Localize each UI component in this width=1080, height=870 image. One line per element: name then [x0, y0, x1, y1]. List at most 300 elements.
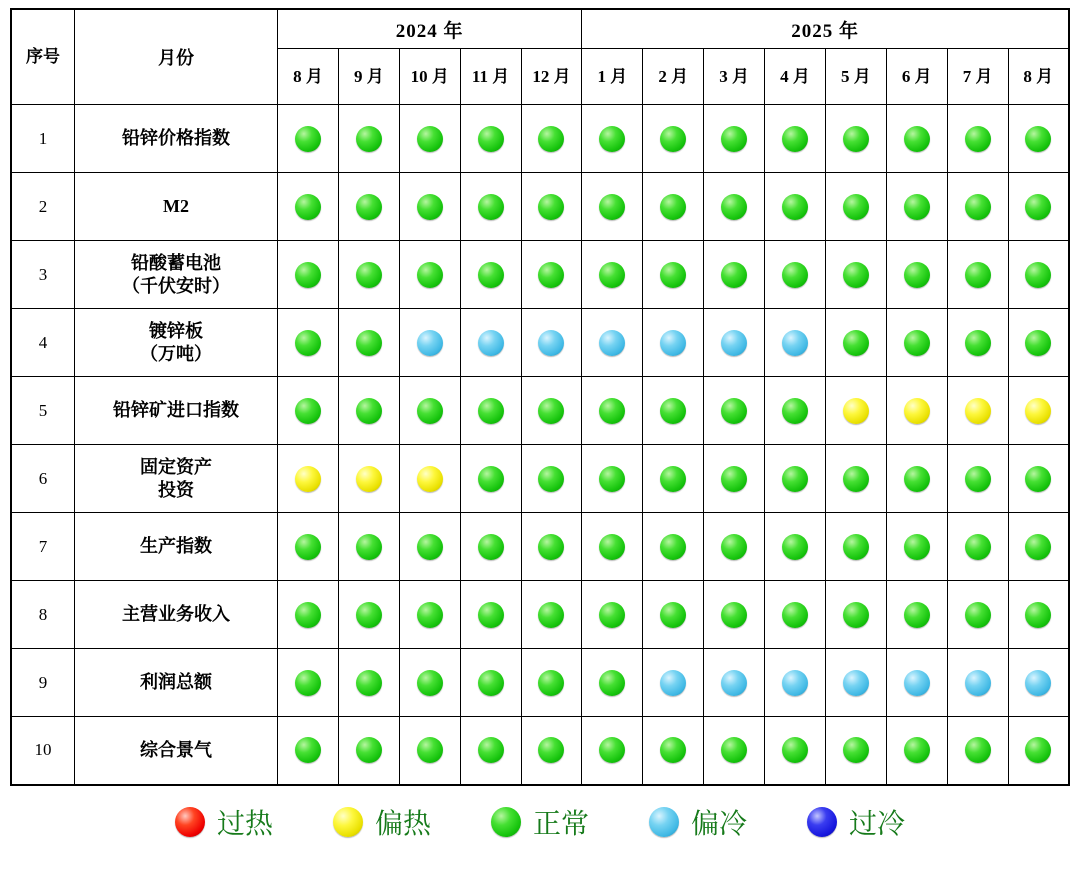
row-seq: 8: [11, 581, 75, 649]
cell-status: [643, 105, 704, 173]
table-row: [11, 649, 1069, 717]
cell-status: [704, 173, 765, 241]
prosperity-signal-table: [10, 8, 1070, 786]
table-header: [11, 9, 1069, 105]
status-dot-green-icon: [478, 534, 504, 560]
legend-item-darkblue: [807, 802, 905, 842]
status-dot-green-icon: [417, 534, 443, 560]
status-dot-green-icon: [782, 466, 808, 492]
cell-status: [460, 241, 521, 309]
status-dot-green-icon: [295, 126, 321, 152]
status-dot-green-icon: [478, 262, 504, 288]
cell-status: [825, 241, 886, 309]
row-seq: 1: [11, 105, 75, 173]
table-row: [11, 581, 1069, 649]
status-dot-green-icon: [538, 126, 564, 152]
cell-status: [460, 717, 521, 785]
legend-label: 过冷: [849, 808, 906, 840]
cell-status: [278, 105, 339, 173]
status-dot-green-icon: [295, 194, 321, 220]
cell-status: [278, 445, 339, 513]
cell-status: [704, 581, 765, 649]
cell-status: [338, 717, 399, 785]
status-dot-green-icon: [538, 262, 564, 288]
status-dot-blue-icon: [599, 330, 625, 356]
header-year-2025: 2025 年: [582, 9, 1069, 49]
cell-status: [582, 309, 643, 377]
status-dot-yellow-icon: [295, 466, 321, 492]
status-dot-green-icon: [660, 194, 686, 220]
cell-status: [1008, 173, 1069, 241]
row-indicator-name: 铅锌矿进口指数: [75, 377, 278, 445]
status-dot-green-icon: [1025, 262, 1051, 288]
status-dot-green-icon: [1025, 466, 1051, 492]
status-dot-green-icon: [478, 398, 504, 424]
status-dot-green-icon: [599, 466, 625, 492]
status-dot-green-icon: [843, 194, 869, 220]
cell-status: [825, 445, 886, 513]
cell-status: [765, 717, 826, 785]
table-row: [11, 717, 1069, 785]
row-indicator-name: 生产指数: [75, 513, 278, 581]
status-dot-yellow-icon: [965, 398, 991, 424]
cell-status: [521, 513, 582, 581]
status-dot-blue-icon: [538, 330, 564, 356]
status-dot-green-icon: [538, 670, 564, 696]
legend-dot-yellow-icon: [333, 807, 363, 837]
cell-status: [886, 309, 947, 377]
header-month-11: 6 月: [886, 49, 947, 105]
cell-status: [704, 105, 765, 173]
cell-status: [460, 581, 521, 649]
cell-status: [704, 649, 765, 717]
status-dot-green-icon: [965, 330, 991, 356]
row-seq: 7: [11, 513, 75, 581]
status-dot-blue-icon: [417, 330, 443, 356]
row-seq: 10: [11, 717, 75, 785]
cell-status: [704, 445, 765, 513]
cell-status: [886, 445, 947, 513]
status-dot-green-icon: [721, 126, 747, 152]
status-dot-green-icon: [417, 398, 443, 424]
status-dot-green-icon: [721, 194, 747, 220]
cell-status: [460, 309, 521, 377]
status-dot-green-icon: [599, 534, 625, 560]
cell-status: [582, 241, 643, 309]
status-dot-green-icon: [904, 262, 930, 288]
cell-status: [278, 581, 339, 649]
cell-status: [643, 445, 704, 513]
status-dot-green-icon: [356, 194, 382, 220]
status-dot-green-icon: [965, 126, 991, 152]
status-dot-green-icon: [295, 262, 321, 288]
status-dot-green-icon: [417, 602, 443, 628]
status-dot-blue-icon: [721, 670, 747, 696]
status-dot-green-icon: [721, 398, 747, 424]
status-dot-green-icon: [965, 602, 991, 628]
header-month-9: 4 月: [765, 49, 826, 105]
cell-status: [886, 717, 947, 785]
status-dot-green-icon: [478, 194, 504, 220]
header-month-10: 5 月: [825, 49, 886, 105]
status-dot-green-icon: [904, 602, 930, 628]
table-row: [11, 173, 1069, 241]
status-dot-green-icon: [843, 330, 869, 356]
header-month-13: 8 月: [1008, 49, 1069, 105]
status-dot-green-icon: [660, 602, 686, 628]
cell-status: [582, 445, 643, 513]
cell-status: [825, 513, 886, 581]
cell-status: [643, 377, 704, 445]
cell-status: [399, 445, 460, 513]
status-dot-green-icon: [904, 534, 930, 560]
row-indicator-name: 主营业务收入: [75, 581, 278, 649]
cell-status: [704, 377, 765, 445]
cell-status: [521, 241, 582, 309]
legend-label: 偏热: [374, 808, 431, 840]
status-dot-green-icon: [660, 534, 686, 560]
status-dot-green-icon: [599, 602, 625, 628]
status-dot-green-icon: [538, 466, 564, 492]
status-dot-green-icon: [965, 534, 991, 560]
status-dot-green-icon: [965, 262, 991, 288]
status-dot-green-icon: [599, 194, 625, 220]
cell-status: [338, 445, 399, 513]
cell-status: [278, 309, 339, 377]
cell-status: [947, 513, 1008, 581]
cell-status: [886, 241, 947, 309]
status-dot-green-icon: [478, 602, 504, 628]
header-month-8: 3 月: [704, 49, 765, 105]
cell-status: [521, 105, 582, 173]
row-seq: 3: [11, 241, 75, 309]
row-seq: 4: [11, 309, 75, 377]
row-indicator-name: M2: [75, 173, 278, 241]
cell-status: [765, 649, 826, 717]
status-dot-blue-icon: [782, 330, 808, 356]
cell-status: [1008, 513, 1069, 581]
status-dot-green-icon: [965, 737, 991, 763]
cell-status: [643, 717, 704, 785]
cell-status: [825, 581, 886, 649]
status-dot-green-icon: [478, 737, 504, 763]
status-dot-green-icon: [782, 398, 808, 424]
cell-status: [460, 513, 521, 581]
status-dot-green-icon: [843, 262, 869, 288]
status-dot-green-icon: [599, 670, 625, 696]
status-dot-green-icon: [356, 330, 382, 356]
table-row: [11, 105, 1069, 173]
cell-status: [1008, 581, 1069, 649]
status-dot-green-icon: [904, 126, 930, 152]
row-indicator-name: 铅酸蓄电池 （千伏安时）: [75, 241, 278, 309]
status-dot-green-icon: [1025, 534, 1051, 560]
status-dot-green-icon: [965, 194, 991, 220]
cell-status: [521, 173, 582, 241]
status-dot-green-icon: [843, 534, 869, 560]
cell-status: [947, 173, 1008, 241]
status-dot-blue-icon: [782, 670, 808, 696]
cell-status: [947, 717, 1008, 785]
row-seq: 5: [11, 377, 75, 445]
cell-status: [278, 649, 339, 717]
cell-status: [521, 717, 582, 785]
legend-label: 偏冷: [691, 808, 748, 840]
status-dot-green-icon: [478, 670, 504, 696]
status-dot-green-icon: [417, 194, 443, 220]
cell-status: [1008, 377, 1069, 445]
cell-status: [1008, 445, 1069, 513]
status-dot-green-icon: [1025, 737, 1051, 763]
status-dot-green-icon: [417, 670, 443, 696]
cell-status: [947, 105, 1008, 173]
status-dot-green-icon: [356, 737, 382, 763]
status-dot-yellow-icon: [417, 466, 443, 492]
cell-status: [947, 649, 1008, 717]
legend-dot-green-icon: [491, 807, 521, 837]
cell-status: [886, 649, 947, 717]
status-dot-green-icon: [295, 737, 321, 763]
cell-status: [643, 309, 704, 377]
cell-status: [1008, 241, 1069, 309]
header-month-7: 2 月: [643, 49, 704, 105]
status-dot-green-icon: [904, 737, 930, 763]
status-dot-green-icon: [660, 398, 686, 424]
status-dot-green-icon: [538, 398, 564, 424]
status-dot-blue-icon: [478, 330, 504, 356]
legend-item-green: [491, 802, 589, 842]
legend-dot-blue-icon: [649, 807, 679, 837]
cell-status: [399, 513, 460, 581]
header-row-years: [11, 9, 1069, 49]
legend-item-red: [175, 802, 273, 842]
cell-status: [947, 309, 1008, 377]
table-body: [11, 105, 1069, 785]
header-month-label: 月份: [75, 9, 278, 105]
status-dot-green-icon: [782, 194, 808, 220]
cell-status: [643, 513, 704, 581]
status-dot-green-icon: [356, 602, 382, 628]
cell-status: [1008, 309, 1069, 377]
status-dot-green-icon: [356, 398, 382, 424]
cell-status: [582, 513, 643, 581]
status-dot-green-icon: [721, 602, 747, 628]
status-dot-green-icon: [721, 737, 747, 763]
row-seq: 9: [11, 649, 75, 717]
cell-status: [399, 717, 460, 785]
cell-status: [825, 105, 886, 173]
legend: [10, 790, 1070, 854]
status-dot-green-icon: [538, 737, 564, 763]
cell-status: [338, 241, 399, 309]
status-dot-green-icon: [356, 262, 382, 288]
status-dot-green-icon: [417, 126, 443, 152]
status-dot-green-icon: [478, 126, 504, 152]
header-month-4: 11 月: [460, 49, 521, 105]
cell-status: [399, 309, 460, 377]
cell-status: [460, 445, 521, 513]
table-row: [11, 309, 1069, 377]
status-dot-green-icon: [295, 602, 321, 628]
cell-status: [521, 649, 582, 717]
table-row: [11, 513, 1069, 581]
cell-status: [947, 581, 1008, 649]
status-dot-green-icon: [721, 534, 747, 560]
cell-status: [886, 581, 947, 649]
status-dot-green-icon: [843, 602, 869, 628]
cell-status: [460, 173, 521, 241]
header-year-2024: 2024 年: [278, 9, 582, 49]
status-dot-green-icon: [295, 398, 321, 424]
cell-status: [1008, 649, 1069, 717]
cell-status: [582, 717, 643, 785]
status-dot-green-icon: [782, 262, 808, 288]
cell-status: [765, 241, 826, 309]
status-dot-yellow-icon: [1025, 398, 1051, 424]
status-dot-green-icon: [599, 126, 625, 152]
status-dot-green-icon: [843, 126, 869, 152]
status-dot-blue-icon: [660, 330, 686, 356]
cell-status: [886, 173, 947, 241]
cell-status: [521, 309, 582, 377]
cell-status: [765, 581, 826, 649]
cell-status: [643, 173, 704, 241]
cell-status: [338, 513, 399, 581]
status-dot-green-icon: [660, 466, 686, 492]
cell-status: [643, 581, 704, 649]
cell-status: [825, 649, 886, 717]
status-dot-blue-icon: [904, 670, 930, 696]
status-dot-green-icon: [721, 262, 747, 288]
status-dot-green-icon: [538, 534, 564, 560]
cell-status: [399, 173, 460, 241]
status-dot-green-icon: [417, 262, 443, 288]
status-dot-green-icon: [1025, 126, 1051, 152]
cell-status: [704, 241, 765, 309]
row-seq: 2: [11, 173, 75, 241]
cell-status: [521, 581, 582, 649]
cell-status: [1008, 105, 1069, 173]
status-dot-green-icon: [782, 737, 808, 763]
table-row: [11, 445, 1069, 513]
row-indicator-name: 铅锌价格指数: [75, 105, 278, 173]
cell-status: [278, 377, 339, 445]
cell-status: [704, 513, 765, 581]
row-indicator-name: 固定资产 投资: [75, 445, 278, 513]
status-dot-green-icon: [1025, 602, 1051, 628]
header-month-12: 7 月: [947, 49, 1008, 105]
status-dot-green-icon: [843, 737, 869, 763]
row-indicator-name: 利润总额: [75, 649, 278, 717]
status-dot-green-icon: [660, 126, 686, 152]
status-dot-blue-icon: [660, 670, 686, 696]
cell-status: [399, 105, 460, 173]
status-dot-green-icon: [295, 534, 321, 560]
legend-dot-darkblue-icon: [807, 807, 837, 837]
status-dot-yellow-icon: [843, 398, 869, 424]
legend-label: 正常: [532, 808, 589, 840]
status-dot-yellow-icon: [904, 398, 930, 424]
cell-status: [765, 377, 826, 445]
cell-status: [825, 377, 886, 445]
cell-status: [460, 377, 521, 445]
header-month-1: 8 月: [278, 49, 339, 105]
legend-label: 过热: [216, 808, 273, 840]
header-month-2: 9 月: [338, 49, 399, 105]
status-dot-green-icon: [904, 466, 930, 492]
status-dot-green-icon: [599, 737, 625, 763]
cell-status: [338, 649, 399, 717]
cell-status: [886, 513, 947, 581]
status-dot-green-icon: [478, 466, 504, 492]
status-dot-green-icon: [356, 126, 382, 152]
header-month-5: 12 月: [521, 49, 582, 105]
cell-status: [278, 717, 339, 785]
status-dot-green-icon: [599, 398, 625, 424]
cell-status: [582, 173, 643, 241]
status-dot-green-icon: [295, 670, 321, 696]
header-month-3: 10 月: [399, 49, 460, 105]
cell-status: [704, 309, 765, 377]
cell-status: [399, 581, 460, 649]
status-dot-green-icon: [904, 194, 930, 220]
cell-status: [582, 377, 643, 445]
cell-status: [278, 513, 339, 581]
status-dot-green-icon: [538, 602, 564, 628]
cell-status: [765, 513, 826, 581]
cell-status: [643, 241, 704, 309]
status-dot-blue-icon: [843, 670, 869, 696]
cell-status: [460, 105, 521, 173]
legend-item-yellow: [333, 802, 431, 842]
status-dot-green-icon: [1025, 194, 1051, 220]
status-dot-green-icon: [356, 670, 382, 696]
status-dot-blue-icon: [965, 670, 991, 696]
cell-status: [338, 105, 399, 173]
cell-status: [582, 105, 643, 173]
header-month-6: 1 月: [582, 49, 643, 105]
cell-status: [704, 717, 765, 785]
status-dot-green-icon: [904, 330, 930, 356]
cell-status: [947, 445, 1008, 513]
row-seq: 6: [11, 445, 75, 513]
cell-status: [521, 377, 582, 445]
cell-status: [278, 241, 339, 309]
cell-status: [765, 105, 826, 173]
legend-dot-red-icon: [175, 807, 205, 837]
status-dot-green-icon: [660, 262, 686, 288]
status-dot-green-icon: [782, 126, 808, 152]
status-dot-green-icon: [599, 262, 625, 288]
status-dot-blue-icon: [721, 330, 747, 356]
cell-status: [460, 649, 521, 717]
status-dot-green-icon: [660, 737, 686, 763]
cell-status: [947, 377, 1008, 445]
cell-status: [278, 173, 339, 241]
row-indicator-name: 综合景气: [75, 717, 278, 785]
cell-status: [886, 105, 947, 173]
legend-item-blue: [649, 802, 747, 842]
cell-status: [399, 241, 460, 309]
status-dot-blue-icon: [1025, 670, 1051, 696]
status-dot-green-icon: [538, 194, 564, 220]
cell-status: [765, 173, 826, 241]
cell-status: [338, 581, 399, 649]
cell-status: [338, 173, 399, 241]
cell-status: [338, 309, 399, 377]
cell-status: [338, 377, 399, 445]
cell-status: [765, 445, 826, 513]
